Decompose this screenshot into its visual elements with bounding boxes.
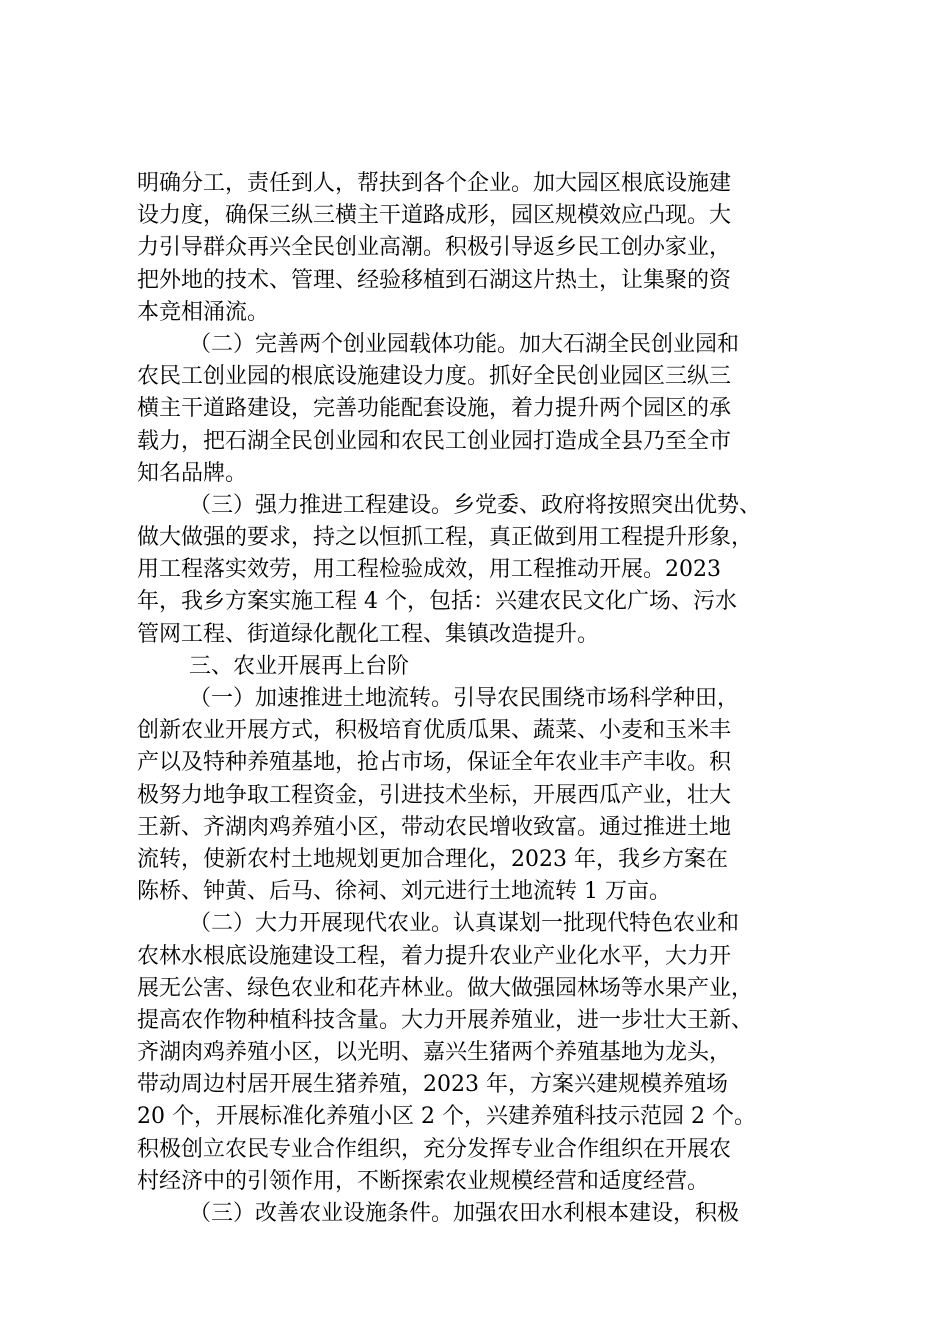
text-line: （二）大力开展现代农业。认真谋划一批现代特色农业和 — [189, 911, 740, 937]
text-line: 产以及特种养殖基地，抢占市场，保证全年农业丰产丰收。积 — [137, 750, 732, 776]
text-line: 村经济中的引领作用，不断探索农业规模经营和适度经营。 — [137, 1168, 710, 1194]
text-line: 创新农业开展方式，积极培育优质瓜果、蔬菜、小麦和玉米丰 — [137, 718, 732, 744]
document-body — [137, 168, 837, 1230]
text-line: 把外地的技术、管理、经验移植到石湖这片热土，让集聚的资 — [137, 267, 732, 293]
text-line: 本竞相涌流。 — [137, 299, 270, 325]
text-line: 陈桥、钟黄、后马、徐祠、刘元进行土地流转 1 万亩。 — [137, 879, 671, 905]
text-line: 三、农业开展再上台阶 — [189, 653, 410, 679]
text-line: 展无公害、绿色农业和花卉林业。做大做强园林场等水果产业， — [137, 975, 754, 1001]
text-line: 王新、齐湖肉鸡养殖小区，带动农民增收致富。通过推进土地 — [137, 814, 732, 840]
text-line: （三）改善农业设施条件。加强农田水利根本建设，积极 — [189, 1201, 740, 1226]
text-line: 齐湖肉鸡养殖小区，以光明、嘉兴生猪两个养殖基地为龙头， — [137, 1040, 732, 1066]
text-line: （二）完善两个创业园载体功能。加大石湖全民创业园和 — [189, 331, 740, 357]
text-line: 明确分工，责任到人，帮扶到各个企业。加大园区根底设施建 — [137, 171, 732, 196]
text-line: 用工程落实效劳，用工程检验成效，用工程推动开展。2023 — [137, 557, 721, 583]
text-line: 做大做强的要求，持之以恒抓工程，真正做到用工程提升形象， — [137, 525, 754, 551]
text-line: 载力，把石湖全民创业园和农民工创业园打造成全县乃至全市 — [137, 428, 732, 454]
text-line: （三）强力推进工程建设。乡党委、政府将按照突出优势、 — [189, 492, 762, 518]
text-line: 农林水根底设施建设工程，着力提升农业产业化水平，大力开 — [137, 943, 732, 969]
text-line: 极努力地争取工程资金，引进技术坐标，开展西瓜产业，壮大 — [137, 782, 732, 808]
text-line: 力引导群众再兴全民创业高潮。积极引导返乡民工创办家业， — [137, 235, 732, 261]
text-line: 年，我乡方案实施工程 4 个，包括：兴建农民文化广场、污水 — [137, 589, 737, 615]
text-line: 带动周边村居开展生猪养殖，2023 年，方案兴建规模养殖场 — [137, 1072, 728, 1098]
text-line: 流转，使新农村土地规划更加合理化，2023 年，我乡方案在 — [137, 846, 728, 872]
text-line: 管网工程、街道绿化靓化工程、集镇改造提升。 — [137, 621, 600, 647]
text-line: （一）加速推进土地流转。引导农民围绕市场科学种田， — [189, 686, 740, 711]
text-line: 提高农作物种植科技含量。大力开展养殖业，进一步壮大王新、 — [137, 1007, 754, 1033]
text-line: 农民工创业园的根底设施建设力度。抓好全民创业园区三纵三 — [137, 364, 732, 390]
text-line: 设力度，确保三纵三横主干道路成形，园区规模效应凸现。大 — [137, 203, 732, 229]
text-line: 积极创立农民专业合作组织，充分发挥专业合作组织在开展农 — [137, 1136, 732, 1162]
text-line: 20 个，开展标准化养殖小区 2 个，兴建养殖科技示范园 2 个。 — [137, 1104, 756, 1130]
text-line: 知名品牌。 — [137, 460, 248, 486]
text-line: 横主干道路建设，完善功能配套设施，着力提升两个园区的承 — [137, 396, 732, 422]
